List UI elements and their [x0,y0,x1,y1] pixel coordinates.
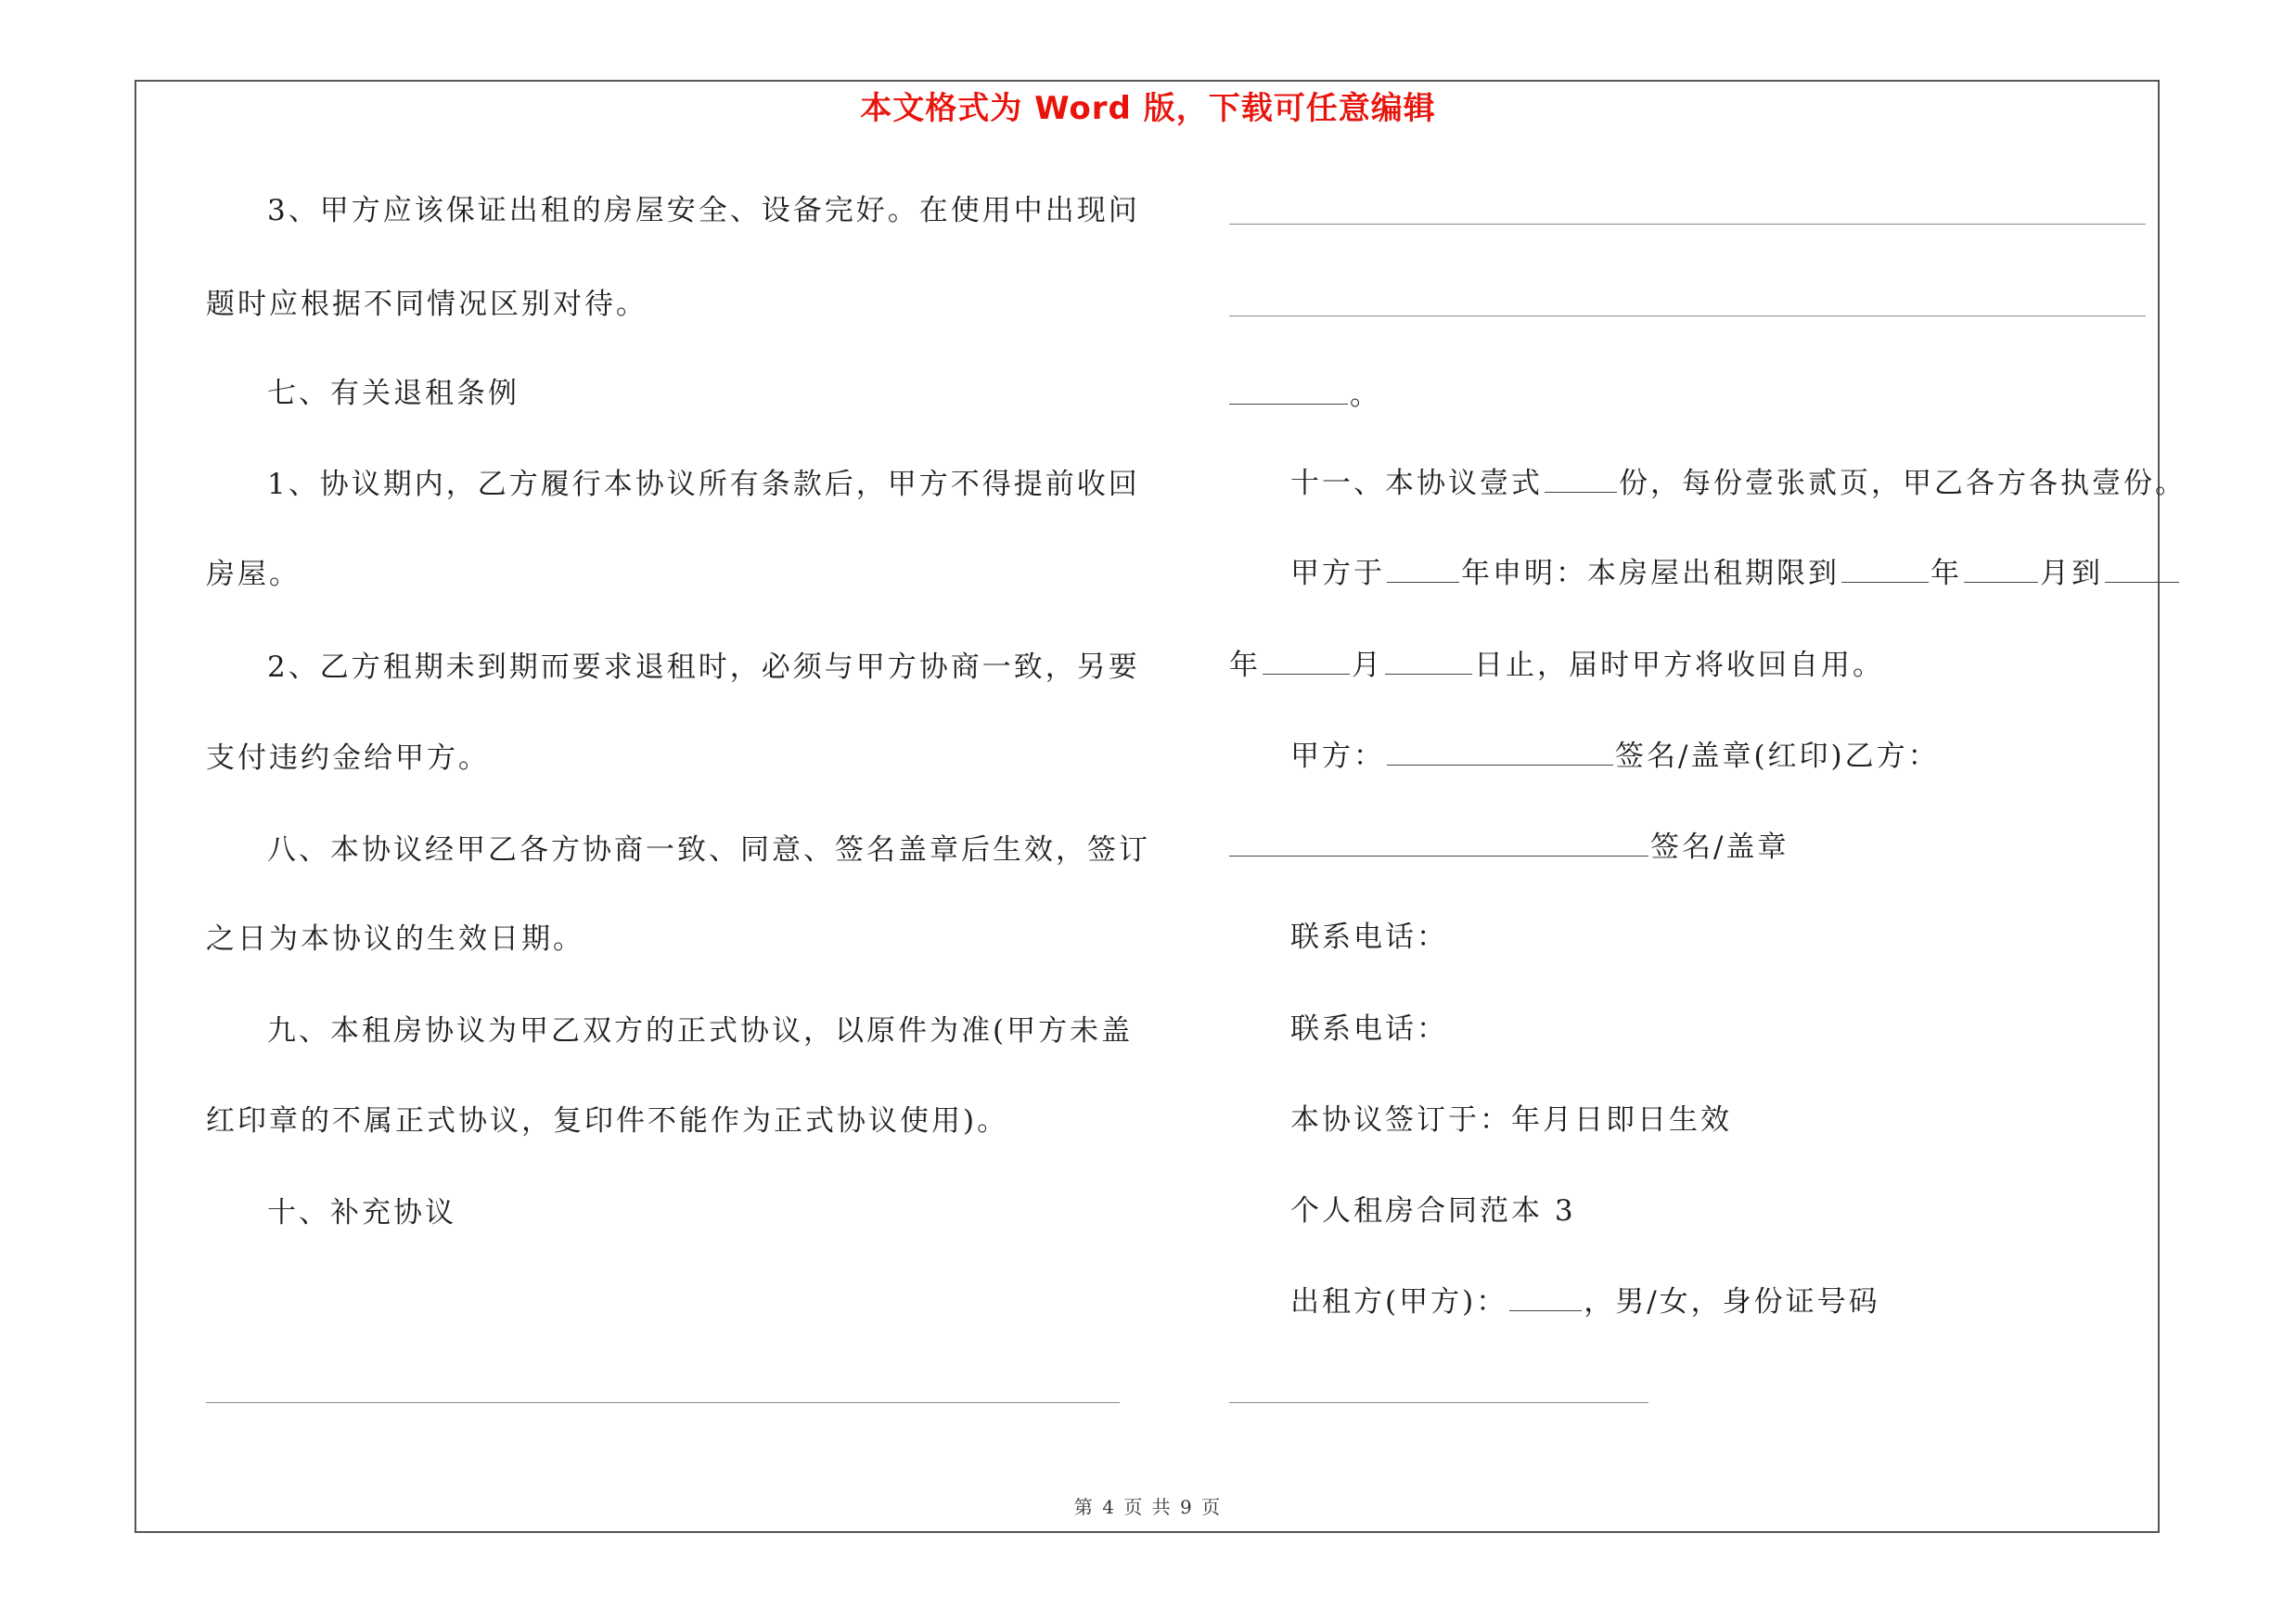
blank-underline [1229,376,1348,405]
section-7-heading: 七、有关退租条例 [267,377,519,410]
section-11-line [1290,463,2187,504]
declaration-text-c: 年 [1930,557,1962,590]
editable-word-banner: 本文格式为 Word 版，下载可任意编辑 [860,90,1436,127]
clause-7-2-line-1: 2、乙方租期未到期而要求退租时，必须与甲方协商一致，另要 [267,650,1140,684]
party-a-label: 甲方： [1290,740,1385,773]
year-blank [1387,554,1459,583]
clause-7-2-line-2: 支付违约金给甲方。 [206,741,490,775]
clause-7-1-line-1: 1、协议期内，乙方履行本协议所有条款后，甲方不得提前收回 [267,468,1140,501]
section-8-line-2: 之日为本协议的生效日期。 [206,922,584,956]
lessor-line [1290,1282,1880,1322]
signature-line-1 [1290,736,1940,777]
supplement-blank-line [206,1402,1120,1403]
month-blank [1263,646,1350,675]
lessor-name-blank [1509,1282,1582,1311]
signing-date-line: 本协议签订于：年月日即日生效 [1290,1103,1732,1137]
declaration-text-d: 月到 [2040,557,2103,590]
period-mark: 。 [1350,379,1381,412]
supplement-blank-end [1229,375,1381,416]
signature-line-2 [1229,827,1789,868]
declaration2-text-b: 月 [1352,649,1383,682]
section-9-line-1: 九、本租房协议为甲乙双方的正式协议，以原件为准(甲方未盖 [267,1014,1134,1048]
section-10-heading: 十、补充协议 [267,1196,456,1230]
day-blank [1385,646,1472,675]
section-11-text-b: 份，每份壹张贰页，甲乙各方各执壹份。 [1619,467,2187,500]
section-11-text-a: 十一、本协议壹式 [1290,467,1543,500]
id-number-blank-line [1229,1402,1648,1403]
declaration2-text-a: 年 [1229,649,1261,682]
clause-7-3-line-2: 题时应根据不同情况区别对待。 [206,288,648,321]
lessor-text-b: ，男/女，身份证号码 [1584,1285,1880,1319]
sign-stamp-label: 签名/盖章 [1650,831,1789,864]
supplement-blank-line-1 [1229,224,2146,225]
contact-phone-2: 联系电话： [1290,1012,1448,1046]
template-title: 个人租房合同范本 3 [1290,1194,1576,1228]
declaration-text-a: 甲方于 [1290,557,1385,590]
end-month-blank [1964,554,2038,583]
contact-phone-1: 联系电话： [1290,921,1448,954]
section-9-line-2: 红印章的不属正式协议，复印件不能作为正式协议使用)。 [206,1104,1009,1138]
page-number-footer: 第 4 页 共 9 页 [1073,1496,1223,1518]
to-blank [2105,554,2179,583]
declaration-line-1 [1290,553,2181,594]
clause-7-3-line-1: 3、甲方应该保证出租的房屋安全、设备完好。在使用中出现问 [267,194,1140,227]
party-a-blank [1387,737,1613,766]
declaration-text-b: 年申明：本房屋出租期限到 [1461,557,1840,590]
lessor-label: 出租方(甲方)： [1290,1285,1508,1319]
section-8-line-1: 八、本协议经甲乙各方协商一致、同意、签名盖章后生效，签订 [267,833,1150,867]
party-b-label: 签名/盖章(红印)乙方： [1615,740,1940,773]
party-b-blank [1229,828,1648,857]
copies-blank [1545,464,1617,493]
declaration2-text-c: 日止，届时甲方将收回自用。 [1474,649,1884,682]
clause-7-1-line-2: 房屋。 [206,558,301,591]
end-year-blank [1841,554,1929,583]
declaration-line-2 [1229,645,1884,686]
